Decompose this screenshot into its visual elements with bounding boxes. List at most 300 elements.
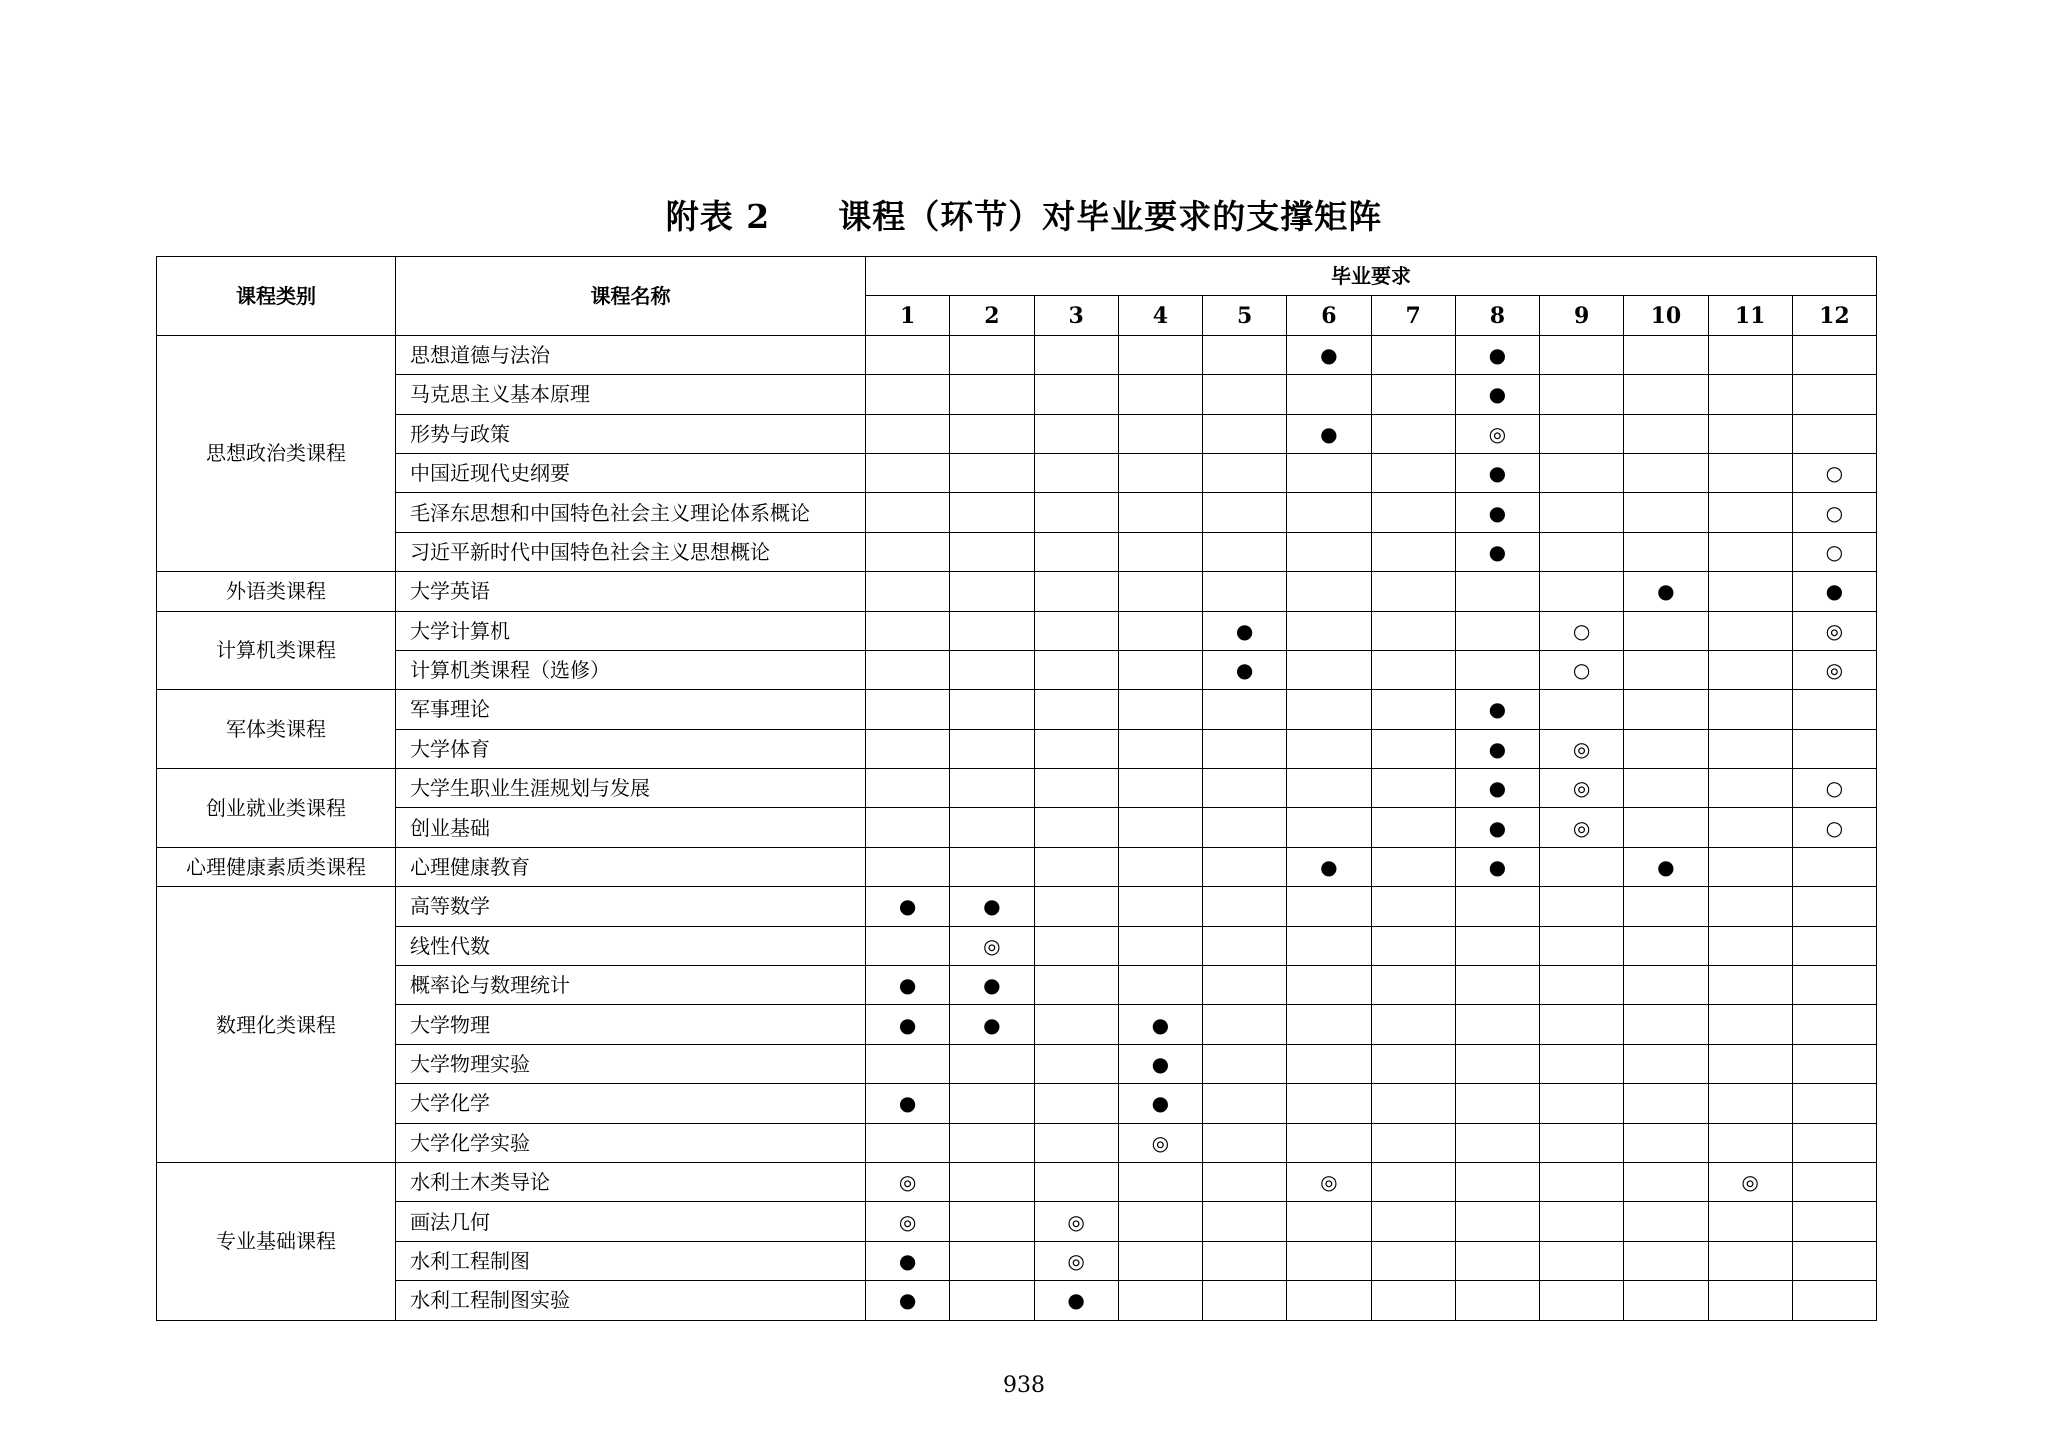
support-mark-cell: [1371, 808, 1455, 847]
support-mark-cell: [1624, 1123, 1708, 1162]
support-mark-cell: ●: [866, 1241, 950, 1280]
support-mark-cell: [1708, 1241, 1792, 1280]
support-mark-cell: [1118, 650, 1202, 689]
course-name-cell: 水利土木类导论: [396, 1162, 866, 1201]
table-row: [157, 453, 1877, 492]
support-mark-cell: [1203, 1123, 1287, 1162]
support-mark-cell: [1034, 335, 1118, 374]
support-mark-cell: ◎: [1287, 1162, 1371, 1201]
support-mark-cell: ●: [1455, 729, 1539, 768]
support-mark-cell: ●: [1455, 375, 1539, 414]
requirement-number-header: 7: [1371, 296, 1455, 335]
support-mark-cell: [1203, 1044, 1287, 1083]
matrix-body: [157, 335, 1877, 1320]
support-mark-cell: [1624, 926, 1708, 965]
support-mark-cell: [1118, 887, 1202, 926]
support-mark-cell: [1118, 375, 1202, 414]
support-mark-cell: ●: [1455, 808, 1539, 847]
support-mark-cell: [1708, 690, 1792, 729]
support-mark-cell: ◎: [1708, 1162, 1792, 1201]
support-mark-cell: [1371, 611, 1455, 650]
support-mark-cell: [866, 729, 950, 768]
support-mark-cell: [1287, 1123, 1371, 1162]
support-mark-cell: [1118, 926, 1202, 965]
table-row: [157, 966, 1877, 1005]
support-mark-cell: [1708, 1005, 1792, 1044]
support-mark-cell: [1118, 532, 1202, 571]
support-mark-cell: [1118, 611, 1202, 650]
support-mark-cell: [1792, 1202, 1876, 1241]
support-mark-cell: [1203, 1084, 1287, 1123]
support-mark-cell: [1455, 1202, 1539, 1241]
support-mark-cell: [1371, 493, 1455, 532]
support-mark-cell: [1455, 1241, 1539, 1280]
support-mark-cell: [1455, 611, 1539, 650]
table-row: [157, 572, 1877, 611]
support-mark-cell: ●: [1203, 650, 1287, 689]
support-mark-cell: [866, 926, 950, 965]
support-mark-cell: [1287, 375, 1371, 414]
support-mark-cell: [1287, 887, 1371, 926]
support-mark-cell: ●: [866, 966, 950, 1005]
support-mark-cell: ◎: [1792, 611, 1876, 650]
header-row-top: [157, 257, 1877, 296]
support-mark-cell: [1708, 808, 1792, 847]
support-mark-cell: [1708, 926, 1792, 965]
support-mark-cell: [1371, 1281, 1455, 1320]
table-row: [157, 808, 1877, 847]
support-mark-cell: [1540, 690, 1624, 729]
support-mark-cell: [1287, 532, 1371, 571]
support-mark-cell: ●: [1118, 1044, 1202, 1083]
support-mark-cell: [1624, 1202, 1708, 1241]
support-mark-cell: ●: [1455, 532, 1539, 571]
support-mark-cell: [1624, 532, 1708, 571]
support-mark-cell: ◎: [1540, 808, 1624, 847]
course-name-cell: 大学物理实验: [396, 1044, 866, 1083]
support-mark-cell: [1034, 690, 1118, 729]
support-mark-cell: [950, 808, 1034, 847]
support-mark-cell: [950, 1084, 1034, 1123]
course-name-cell: 水利工程制图: [396, 1241, 866, 1280]
support-mark-cell: [1792, 1162, 1876, 1201]
course-name-cell: 心理健康教育: [396, 847, 866, 886]
support-mark-cell: [1708, 532, 1792, 571]
support-mark-cell: [950, 650, 1034, 689]
support-mark-cell: ●: [1455, 493, 1539, 532]
support-mark-cell: [1371, 1084, 1455, 1123]
support-mark-cell: ●: [950, 887, 1034, 926]
support-mark-cell: [1708, 414, 1792, 453]
table-row: [157, 1241, 1877, 1280]
support-mark-cell: [1540, 887, 1624, 926]
support-mark-cell: ●: [950, 966, 1034, 1005]
support-mark-cell: [1034, 729, 1118, 768]
course-name-cell: 毛泽东思想和中国特色社会主义理论体系概论: [396, 493, 866, 532]
support-mark-cell: [1034, 887, 1118, 926]
support-mark-cell: [1455, 1044, 1539, 1083]
support-mark-cell: [1540, 1005, 1624, 1044]
support-mark-cell: [1118, 690, 1202, 729]
support-mark-cell: [1708, 650, 1792, 689]
support-mark-cell: ●: [1287, 847, 1371, 886]
support-mark-cell: [1287, 611, 1371, 650]
support-mark-cell: [1624, 611, 1708, 650]
support-mark-cell: [1287, 1005, 1371, 1044]
support-mark-cell: [950, 375, 1034, 414]
support-mark-cell: [1792, 335, 1876, 374]
support-mark-cell: [1624, 729, 1708, 768]
support-mark-cell: [950, 532, 1034, 571]
support-mark-cell: [1792, 729, 1876, 768]
table-row: [157, 690, 1877, 729]
support-mark-cell: [1118, 453, 1202, 492]
support-mark-cell: [1455, 650, 1539, 689]
table-row: [157, 532, 1877, 571]
support-mark-cell: [1371, 532, 1455, 571]
support-mark-cell: [866, 532, 950, 571]
requirement-number-header: 5: [1203, 296, 1287, 335]
support-mark-cell: [1203, 1202, 1287, 1241]
support-mark-cell: [1371, 335, 1455, 374]
support-mark-cell: [1287, 926, 1371, 965]
support-mark-cell: [1792, 1084, 1876, 1123]
course-name-cell: 创业基础: [396, 808, 866, 847]
support-mark-cell: [1034, 1123, 1118, 1162]
support-mark-cell: [1203, 532, 1287, 571]
support-mark-cell: [950, 493, 1034, 532]
support-mark-cell: [1540, 1084, 1624, 1123]
support-matrix-table: [156, 256, 1877, 1321]
support-mark-cell: [1287, 453, 1371, 492]
support-mark-cell: [1792, 1005, 1876, 1044]
support-mark-cell: ●: [1118, 1084, 1202, 1123]
support-mark-cell: [1203, 729, 1287, 768]
support-mark-cell: [950, 847, 1034, 886]
support-mark-cell: [1034, 847, 1118, 886]
support-mark-cell: [1371, 1005, 1455, 1044]
course-category-cell: 数理化类课程: [157, 887, 396, 1163]
support-mark-cell: ○: [1792, 532, 1876, 571]
requirement-number-header: 8: [1455, 296, 1539, 335]
support-mark-cell: [866, 690, 950, 729]
support-mark-cell: [1034, 414, 1118, 453]
table-row: [157, 375, 1877, 414]
course-name-cell: 大学计算机: [396, 611, 866, 650]
support-mark-cell: [1624, 887, 1708, 926]
support-mark-cell: [1203, 453, 1287, 492]
support-mark-cell: ●: [1455, 690, 1539, 729]
table-row: [157, 1281, 1877, 1320]
table-row: [157, 729, 1877, 768]
support-mark-cell: ●: [1034, 1281, 1118, 1320]
table-row: [157, 1202, 1877, 1241]
support-mark-cell: [866, 650, 950, 689]
support-mark-cell: [950, 1162, 1034, 1201]
support-mark-cell: [1371, 847, 1455, 886]
course-name-cell: 大学化学实验: [396, 1123, 866, 1162]
support-mark-cell: [1792, 966, 1876, 1005]
support-mark-cell: [1455, 926, 1539, 965]
table-row: [157, 1123, 1877, 1162]
support-mark-cell: [1371, 887, 1455, 926]
support-mark-cell: [1203, 769, 1287, 808]
support-mark-cell: ◎: [866, 1162, 950, 1201]
support-mark-cell: [1540, 493, 1624, 532]
support-mark-cell: [950, 611, 1034, 650]
course-name-cell: 线性代数: [396, 926, 866, 965]
support-mark-cell: [1708, 493, 1792, 532]
support-mark-cell: [1287, 493, 1371, 532]
support-mark-cell: [1118, 966, 1202, 1005]
support-mark-cell: [1287, 690, 1371, 729]
support-mark-cell: [1203, 847, 1287, 886]
support-mark-cell: ●: [1287, 414, 1371, 453]
course-category-cell: 专业基础课程: [157, 1162, 396, 1320]
support-mark-cell: [1455, 1281, 1539, 1320]
table-row: [157, 650, 1877, 689]
course-name-cell: 习近平新时代中国特色社会主义思想概论: [396, 532, 866, 571]
support-mark-cell: ◎: [1540, 729, 1624, 768]
support-mark-cell: [1034, 769, 1118, 808]
support-mark-cell: ●: [866, 1005, 950, 1044]
support-mark-cell: [1708, 966, 1792, 1005]
support-mark-cell: [1118, 1281, 1202, 1320]
support-mark-cell: [1708, 887, 1792, 926]
support-mark-cell: [1540, 532, 1624, 571]
support-mark-cell: [950, 1241, 1034, 1280]
table-row: [157, 1044, 1877, 1083]
support-mark-cell: [1203, 1162, 1287, 1201]
course-header: 课程名称: [396, 257, 866, 336]
support-mark-cell: [1371, 414, 1455, 453]
course-category-cell: 思想政治类课程: [157, 335, 396, 571]
support-mark-cell: [1540, 414, 1624, 453]
support-mark-cell: [1287, 808, 1371, 847]
table-row: [157, 1162, 1877, 1201]
support-mark-cell: [1118, 808, 1202, 847]
support-mark-cell: [1371, 1202, 1455, 1241]
support-mark-cell: [1792, 414, 1876, 453]
support-mark-cell: [1118, 1162, 1202, 1201]
support-mark-cell: [1118, 1202, 1202, 1241]
requirement-number-header: 12: [1792, 296, 1876, 335]
support-mark-cell: [866, 1123, 950, 1162]
support-mark-cell: [1287, 1044, 1371, 1083]
support-mark-cell: ●: [866, 1281, 950, 1320]
support-mark-cell: [866, 414, 950, 453]
course-name-cell: 思想道德与法治: [396, 335, 866, 374]
support-mark-cell: [1371, 1241, 1455, 1280]
support-mark-cell: [1792, 690, 1876, 729]
requirement-number-header: 4: [1118, 296, 1202, 335]
support-mark-cell: [1708, 769, 1792, 808]
support-mark-cell: [1034, 493, 1118, 532]
support-mark-cell: [1624, 414, 1708, 453]
support-mark-cell: [866, 847, 950, 886]
support-mark-cell: ○: [1540, 650, 1624, 689]
support-mark-cell: ◎: [1118, 1123, 1202, 1162]
course-name-cell: 大学英语: [396, 572, 866, 611]
support-mark-cell: [1540, 1281, 1624, 1320]
support-mark-cell: [1287, 966, 1371, 1005]
support-mark-cell: [1118, 729, 1202, 768]
support-mark-cell: [1118, 572, 1202, 611]
course-name-cell: 概率论与数理统计: [396, 966, 866, 1005]
support-mark-cell: [1792, 1123, 1876, 1162]
support-mark-cell: [1540, 572, 1624, 611]
support-mark-cell: ◎: [1455, 414, 1539, 453]
support-mark-cell: [1287, 1281, 1371, 1320]
support-mark-cell: [1708, 729, 1792, 768]
support-mark-cell: [1624, 769, 1708, 808]
support-mark-cell: [1287, 572, 1371, 611]
support-mark-cell: [1034, 808, 1118, 847]
support-mark-cell: [1118, 847, 1202, 886]
support-mark-cell: [866, 493, 950, 532]
course-category-cell: 军体类课程: [157, 690, 396, 769]
support-mark-cell: [1708, 335, 1792, 374]
support-mark-cell: [1792, 375, 1876, 414]
support-mark-cell: ○: [1792, 808, 1876, 847]
support-mark-cell: [950, 1202, 1034, 1241]
support-mark-cell: [866, 572, 950, 611]
course-name-cell: 大学化学: [396, 1084, 866, 1123]
support-mark-cell: [1624, 375, 1708, 414]
table-row: [157, 414, 1877, 453]
support-mark-cell: [1455, 1162, 1539, 1201]
course-name-cell: 画法几何: [396, 1202, 866, 1241]
support-mark-cell: [1624, 650, 1708, 689]
support-mark-cell: [1034, 966, 1118, 1005]
support-mark-cell: ●: [1118, 1005, 1202, 1044]
support-mark-cell: [1371, 1162, 1455, 1201]
support-mark-cell: [1287, 650, 1371, 689]
support-mark-cell: [1371, 926, 1455, 965]
support-mark-cell: [1540, 1241, 1624, 1280]
support-mark-cell: [866, 611, 950, 650]
support-mark-cell: [1624, 1005, 1708, 1044]
support-mark-cell: [1034, 532, 1118, 571]
support-mark-cell: ●: [1455, 847, 1539, 886]
support-mark-cell: [1708, 375, 1792, 414]
support-mark-cell: [866, 375, 950, 414]
support-mark-cell: [1203, 572, 1287, 611]
table-row: [157, 611, 1877, 650]
support-mark-cell: [1455, 887, 1539, 926]
support-mark-cell: ●: [1287, 335, 1371, 374]
support-mark-cell: [950, 769, 1034, 808]
support-mark-cell: [1792, 1281, 1876, 1320]
support-mark-cell: [1034, 1044, 1118, 1083]
support-mark-cell: [1455, 1123, 1539, 1162]
course-category-cell: 心理健康素质类课程: [157, 847, 396, 886]
requirement-number-header: 3: [1034, 296, 1118, 335]
course-category-cell: 计算机类课程: [157, 611, 396, 690]
course-name-cell: 水利工程制图实验: [396, 1281, 866, 1320]
support-mark-cell: [950, 335, 1034, 374]
support-mark-cell: [1540, 375, 1624, 414]
support-mark-cell: ●: [1455, 335, 1539, 374]
support-mark-cell: ◎: [1792, 650, 1876, 689]
support-mark-cell: ◎: [1034, 1241, 1118, 1280]
support-mark-cell: [1203, 887, 1287, 926]
support-mark-cell: ○: [1792, 493, 1876, 532]
requirement-number-header: 11: [1708, 296, 1792, 335]
support-mark-cell: [1624, 335, 1708, 374]
support-mark-cell: [1540, 926, 1624, 965]
page-number: 938: [1003, 1373, 1045, 1398]
support-mark-cell: [1708, 1123, 1792, 1162]
support-mark-cell: [1708, 1202, 1792, 1241]
support-mark-cell: [1034, 453, 1118, 492]
category-header: 课程类别: [157, 257, 396, 336]
support-mark-cell: [1455, 1005, 1539, 1044]
support-mark-cell: ◎: [1034, 1202, 1118, 1241]
support-mark-cell: [1792, 926, 1876, 965]
requirement-number-header: 6: [1287, 296, 1371, 335]
course-name-cell: 大学物理: [396, 1005, 866, 1044]
support-mark-cell: ●: [1455, 453, 1539, 492]
course-name-cell: 军事理论: [396, 690, 866, 729]
support-mark-cell: [1203, 690, 1287, 729]
support-mark-cell: [1371, 729, 1455, 768]
support-mark-cell: [1203, 1281, 1287, 1320]
support-mark-cell: [1034, 1084, 1118, 1123]
support-mark-cell: [1624, 453, 1708, 492]
support-mark-cell: [1034, 650, 1118, 689]
table-row: [157, 335, 1877, 374]
table-row: [157, 926, 1877, 965]
support-mark-cell: [1792, 887, 1876, 926]
support-mark-cell: [1203, 966, 1287, 1005]
support-mark-cell: [866, 335, 950, 374]
support-mark-cell: [1540, 453, 1624, 492]
support-mark-cell: [1455, 966, 1539, 1005]
course-name-cell: 大学体育: [396, 729, 866, 768]
table-row: [157, 769, 1877, 808]
support-mark-cell: [1792, 847, 1876, 886]
support-mark-cell: ◎: [950, 926, 1034, 965]
requirement-number-header: 2: [950, 296, 1034, 335]
requirement-number-header: 1: [866, 296, 950, 335]
course-category-cell: 外语类课程: [157, 572, 396, 611]
support-mark-cell: [1118, 769, 1202, 808]
support-mark-cell: [1540, 1202, 1624, 1241]
support-mark-cell: [1708, 847, 1792, 886]
support-mark-cell: [1034, 1005, 1118, 1044]
support-mark-cell: [1287, 729, 1371, 768]
support-mark-cell: [1287, 769, 1371, 808]
support-mark-cell: [1118, 493, 1202, 532]
support-mark-cell: [1034, 572, 1118, 611]
support-mark-cell: ●: [1455, 769, 1539, 808]
support-mark-cell: [1708, 453, 1792, 492]
support-mark-cell: ○: [1792, 453, 1876, 492]
support-mark-cell: [1371, 966, 1455, 1005]
support-mark-cell: [1708, 1084, 1792, 1123]
support-mark-cell: [1287, 1202, 1371, 1241]
support-mark-cell: [1708, 611, 1792, 650]
support-mark-cell: [1624, 966, 1708, 1005]
support-mark-cell: [1203, 926, 1287, 965]
support-mark-cell: [1624, 493, 1708, 532]
support-mark-cell: [1371, 375, 1455, 414]
support-mark-cell: [1371, 650, 1455, 689]
requirement-number-header: 10: [1624, 296, 1708, 335]
support-mark-cell: [1540, 847, 1624, 886]
support-mark-cell: [1624, 1162, 1708, 1201]
